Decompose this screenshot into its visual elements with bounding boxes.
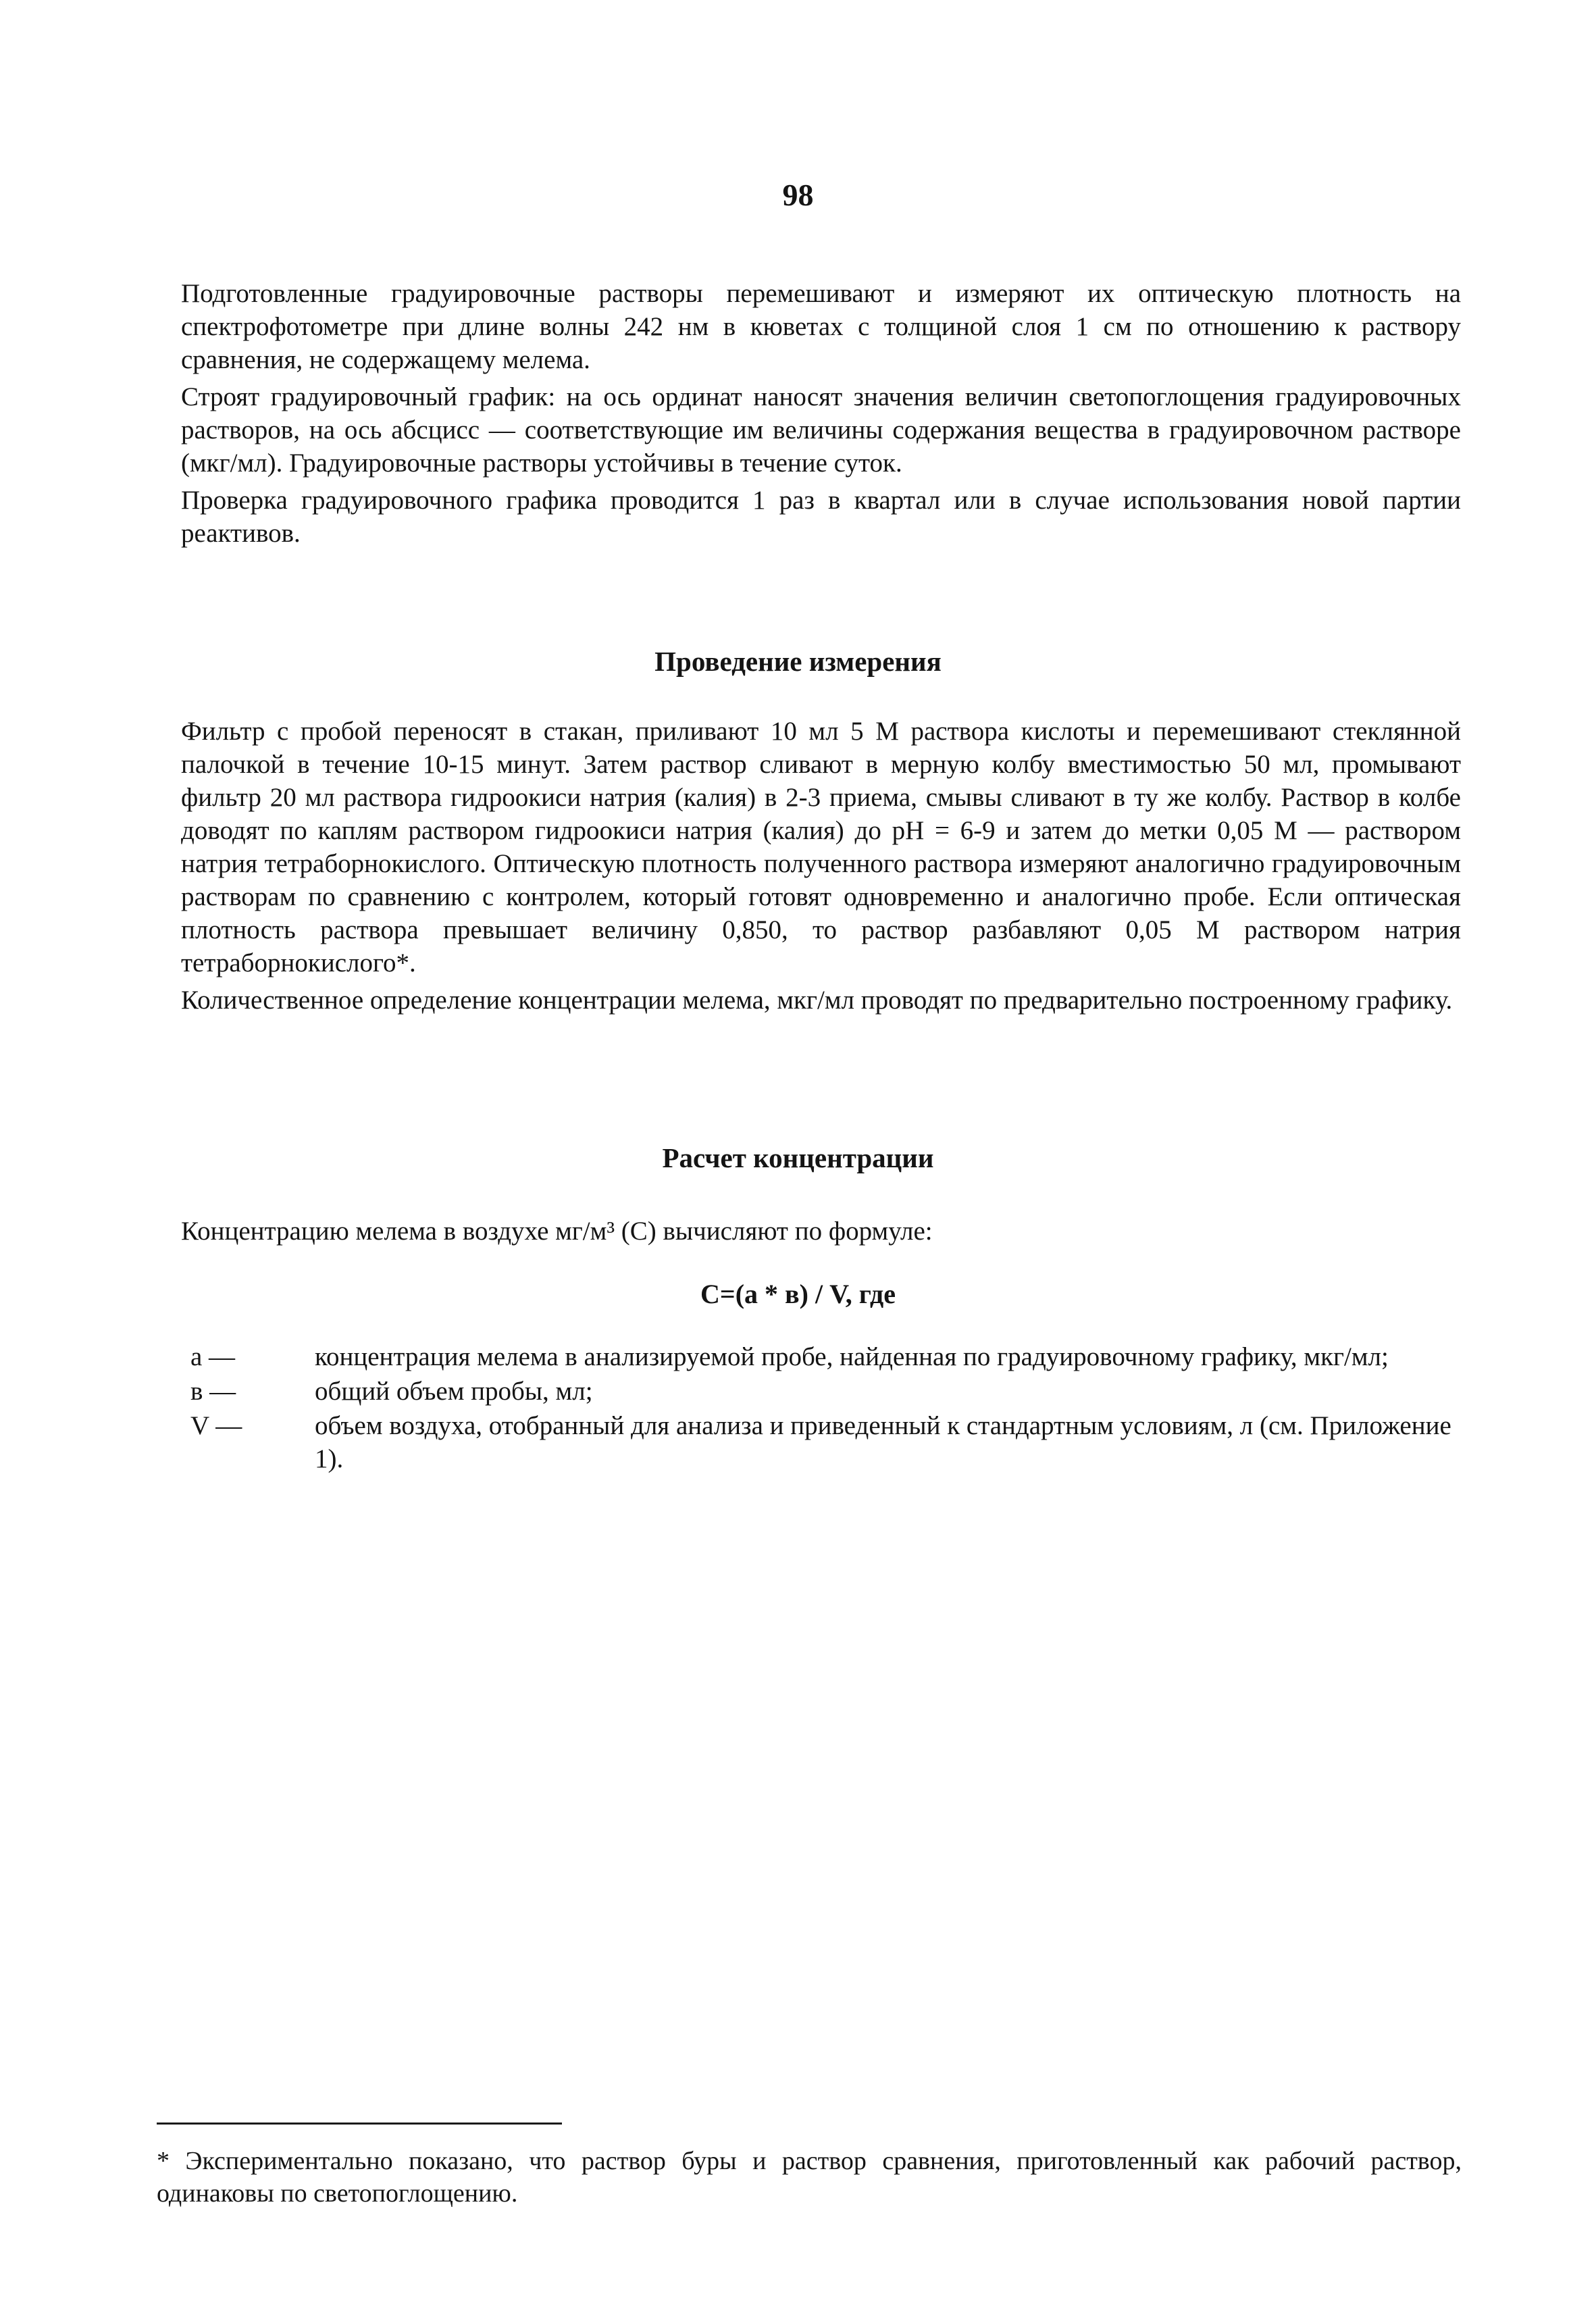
measurement-paragraph-2: Количественное определение концентрации мелема, мкг/мл проводят по предварительно построенному графику. — [181, 986, 1453, 1015]
intro-section — [181, 277, 1461, 550]
calculation-intro: Концентрацию мелема в воздухе мг/м³ (С) вычисляют по формуле: — [181, 1217, 933, 1246]
footnote-divider — [157, 2123, 562, 2125]
measurement-title: Проведение измерения — [654, 646, 942, 677]
legend-row — [190, 1340, 1460, 1373]
legend-description: концентрация мелема в анализируемой пробе, найденная по градуировочному графику, мкг/мл; — [315, 1342, 1389, 1371]
page-number: 98 — [782, 178, 814, 212]
measurement-paragraph-1: Фильтр с пробой переносят в стакан, приливают 10 мл 5 М раствора кислоты и перемешивают стеклянной палочкой в течение 10-15 минут. Затем раствор сливают в мерную колбу вместимостью 50 мл, промывают фильтр 20 мл раствора гидроокиси натрия (калия) в 2-3 приема, смывы сливают в ту же колбу. Раствор в колбе доводят по каплям раствором гидроокиси натрия (калия) до pH = 6-9 и затем до метки 0,05 М — раствором натрия тетраборнокислого. Оптическую плотность полученного раствора измеряют аналогично градуировочным растворам по сравнению с контролем, который готовят одновременно и аналогично пробе. Если оптическая плотность раствора превышает величину 0,850, то раствор разбавляют 0,05 М раствором натрия тетраборнокислого*. — [181, 717, 1461, 977]
legend-symbol: V — — [190, 1411, 242, 1440]
concentration-formula: С=(а * в) / V, где — [700, 1279, 896, 1309]
intro-paragraph-3: Проверка градуировочного графика проводится 1 раз в квартал или в случае использования новой партии реактивов. — [181, 486, 1461, 548]
legend-symbol: а — — [190, 1342, 236, 1371]
intro-paragraph-2: Строят градуировочный график: на ось ординат наносят значения величин светопоглощения градуировочных растворов, на ось абсцисс — соответствующие им величины содержания вещества в градуировочном растворе (мкг/мл). Градуировочные растворы устойчивы в течение суток. — [181, 382, 1461, 478]
legend-row — [190, 1409, 1460, 1475]
measurement-section — [181, 715, 1461, 1017]
legend-description: объем воздуха, отобранный для анализа и приведенный к стандартным условиям, л (см. Приложение 1). — [315, 1411, 1451, 1473]
formula-legend — [190, 1340, 1460, 1477]
calculation-title: Расчет концентрации — [662, 1142, 934, 1173]
legend-row — [190, 1375, 1460, 1408]
legend-symbol: в — — [190, 1377, 236, 1406]
legend-description: общий объем пробы, мл; — [315, 1377, 593, 1406]
intro-paragraph-1: Подготовленные градуировочные растворы перемешивают и измеряют их оптическую плотность на спектрофотометре при длине волны 242 нм в кюветах с толщиной слоя 1 см по отношению к раствору сравнения, не содержащему мелема. — [181, 279, 1461, 374]
footnote: * Экспериментально показано, что раствор буры и раствор сравнения, приготовленный как рабочий раствор, одинаковы по светопоглощению. — [157, 2147, 1462, 2208]
